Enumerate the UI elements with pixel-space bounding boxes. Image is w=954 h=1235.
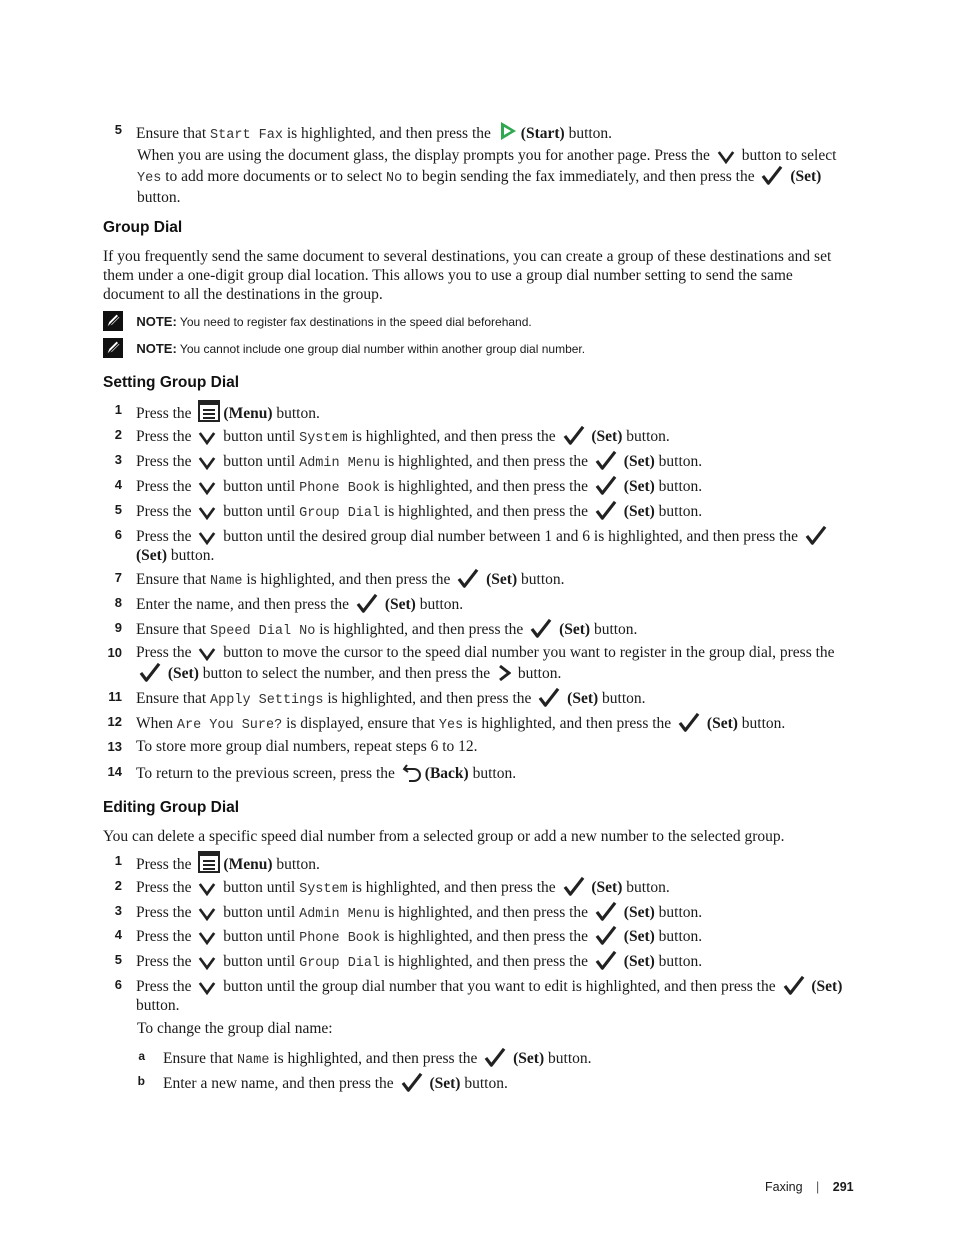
document-glass-paragraph: When you are using the document glass, the display prompts you for another page. Press the button to select Yes to add more documents or to select No to begin sending the fax immediately, and then press the (Set) button. [137,147,837,206]
check-icon [805,525,827,545]
down-arrow-icon [198,530,216,545]
setting-step: 4 Press the button until Phone Book is highlighted, and then press the (Set) button. [114,477,703,496]
back-icon [402,762,422,782]
editing-substep: b Enter a new name, and then press the (Set) button. [137,1074,508,1092]
note-pencil-icon [103,311,123,331]
down-arrow-icon [198,480,216,495]
setting-step: 14 To return to the previous screen, press the (Back) button. [107,764,517,782]
setting-step: 12 When Are You Sure? is displayed, ensure that Yes is highlighted, and then press the (Set) button. [107,714,786,733]
setting-step: 7 Ensure that Name is highlighted, and then press the (Set) button. [114,570,565,589]
editing-substep: a Ensure that Name is highlighted, and then press the (Set) button. [138,1049,592,1068]
down-arrow-icon [198,930,216,945]
setting-step: 1 Press the (Menu) button. [114,402,320,422]
note-2: NOTE: You cannot include one group dial number within another group dial number. [103,338,848,358]
editing-step: 3 Press the button until Admin Menu is highlighted, and then press the (Set) button. [114,903,703,922]
footer-section: Faxing [765,1180,803,1194]
check-icon [595,901,617,921]
right-arrow-icon [497,664,511,682]
setting-step: 10 Press the button to move the cursor to the speed dial number you want to register in the group dial, press the (Set) button to select the number, and then press the button. [107,644,835,682]
editing-step: 6 Press the button until the group dial number that you want to edit is highlighted, and then press the (Set) button. [114,977,843,1014]
check-icon [783,975,805,995]
group-dial-paragraph: If you frequently send the same document to several destinations, you can create a group of these destinations and set them under a one-digit group dial location. This allows you to use a group dial number setting to send the same document to all the destinations in the group. [103,248,832,303]
check-icon [595,450,617,470]
check-icon [538,687,560,707]
check-icon [139,662,161,682]
setting-step: 2 Press the button until System is highlighted, and then press the (Set) button. [114,427,670,446]
check-icon [678,712,700,732]
setting-step: 6 Press the button until the desired group dial number between 1 and 6 is highlighted, and then press the (Set) button. [100,525,860,565]
check-icon [595,500,617,520]
down-arrow-icon [198,980,216,995]
page-footer [765,1180,854,1194]
down-arrow-icon [198,430,216,445]
setting-step: 8 Enter the name, and then press the (Set) button. [114,595,464,613]
down-arrow-icon [198,505,216,520]
down-arrow-icon [198,646,216,661]
check-icon [563,876,585,896]
editing-step: 5 Press the button until Group Dial is highlighted, and then press the (Set) button. [114,952,703,971]
check-icon [401,1072,423,1092]
sub-intro: To change the group dial name: [137,1020,333,1037]
setting-step: 11 Ensure that Apply Settings is highlighted, and then press the (Set) button. [108,689,646,708]
menu-icon [198,851,220,873]
step-start-fax [100,120,860,145]
step-number: 5 [114,122,122,137]
note-pencil-icon [103,338,123,358]
editing-step: 2 Press the button until System is highlighted, and then press the (Set) button. [114,878,670,897]
section-heading-group-dial: Group Dial [103,219,183,236]
setting-step: 3 Press the button until Admin Menu is highlighted, and then press the (Set) button. [114,452,703,471]
section-heading-setting-group-dial: Setting Group Dial [103,374,240,391]
check-icon [761,165,783,185]
down-arrow-icon [717,149,735,164]
check-icon [563,425,585,445]
editing-step: 1 Press the (Menu) button. [114,853,320,873]
check-icon [595,475,617,495]
code-text: Start Fax [210,128,283,143]
check-icon [595,925,617,945]
section-heading-editing-group-dial: Editing Group Dial [103,799,240,816]
check-icon [356,593,378,613]
down-arrow-icon [198,906,216,921]
check-icon [484,1047,506,1067]
step-text: Ensure that Start Fax is highlighted, and then press the (Start) button. [136,120,860,145]
down-arrow-icon [198,881,216,896]
editing-step: 4 Press the button until Phone Book is highlighted, and then press the (Set) button. [114,927,703,946]
setting-step: 13 To store more group dial numbers, repeat steps 6 to 12. [107,738,478,755]
check-icon [457,568,479,588]
setting-step: 5 Press the button until Group Dial is highlighted, and then press the (Set) button. [114,502,703,521]
note-1: NOTE: You need to register fax destinations in the speed dial beforehand. [103,311,848,331]
setting-step: 9 Ensure that Speed Dial No is highlighted, and then press the (Set) button. [114,620,638,639]
down-arrow-icon [198,955,216,970]
check-icon [530,618,552,638]
page-number: 291 [832,1180,854,1194]
menu-icon [198,400,220,422]
footer-separator: | [816,1180,820,1194]
check-icon [595,950,617,970]
start-icon [498,120,518,142]
editing-paragraph: You can delete a specific speed dial number from a selected group or add a new number to the selected group. [103,828,785,845]
down-arrow-icon [198,455,216,470]
